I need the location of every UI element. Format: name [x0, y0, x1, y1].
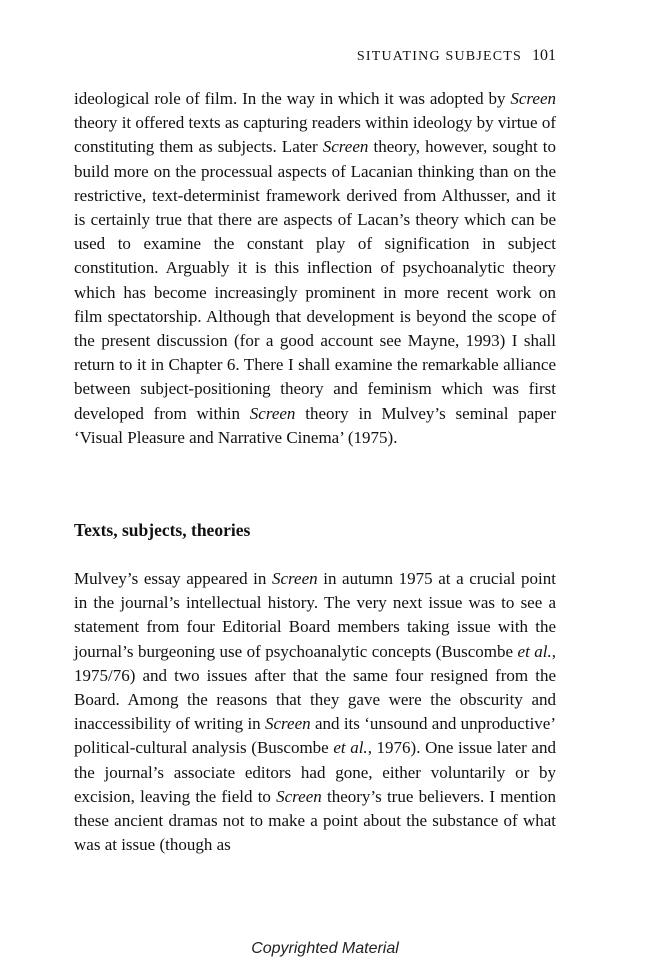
italic-title: Screen	[272, 569, 318, 588]
body-text-section	[74, 567, 556, 857]
paragraph	[74, 567, 556, 857]
section-heading: Texts, subjects, theories	[74, 520, 251, 540]
text-run: theory, however, sought to build more on the processual aspects of Lacanian thinking than on the restrictive, text-determinist framework derived from Althusser, and it is certainly true that there are aspects of Lacan’s theory which can be used to examine the constant play of signification in subject constitution. Arguably it is this inflection of psychoanalytic theory which has become increasingly prominent in more recent work on film spectatorship. Although that development is beyond the scope of the present discussion (for a good account see Mayne, 1993) I shall return to it in Chapter 6. There I shall examine the remarkable alliance between subject-positioning theory and feminism which was first developed from within	[74, 137, 556, 423]
italic-title: Screen	[249, 403, 296, 423]
italic-citation: et al.	[517, 641, 552, 661]
text-run: , 1975/76) and two issues after that the same four resigned from the Board. Among the reasons that they gave were the obscurity and inaccessibility of writing in	[74, 641, 556, 734]
running-head	[357, 47, 556, 65]
body-text-continued	[74, 87, 556, 450]
italic-title: Screen	[276, 786, 322, 806]
text-run: theory’s true believers. I mention these ancient dramas not to make a point about the substance of what was at issue (though as	[74, 786, 556, 855]
text-run: , 1976). One issue later and the journal’s associate editors had gone, either voluntarily or by excision, leaving the field to	[74, 738, 556, 806]
text-run: Mulvey’s essay appeared in	[74, 569, 272, 588]
text-run: theory in Mulvey’s seminal paper ‘Visual Pleasure and Narrative Cinema’ (1975).	[74, 403, 556, 447]
italic-title: Screen	[510, 89, 556, 108]
page-number: 101	[532, 47, 556, 64]
copyright-watermark: Copyrighted Material	[251, 940, 399, 957]
italic-title: Screen	[322, 137, 369, 157]
running-title: SITUATING SUBJECTS	[356, 49, 522, 64]
text-run: in autumn 1975 at a crucial point in the journal’s intellectual history. The very next issue was to see a statement from four Editorial Board members taking issue with the journal’s burgeoning use of psychoanalytic concepts (Buscombe	[74, 569, 556, 661]
text-run: theory it offered texts as capturing readers within ideology by virtue of constituting them as subjects. Later	[74, 113, 556, 157]
italic-citation: et al.	[333, 738, 368, 758]
paragraph	[74, 87, 556, 450]
text-run: and its ‘unsound and unproductive’ political-cultural analysis (Buscombe	[74, 714, 557, 758]
italic-title: Screen	[265, 714, 311, 734]
text-run: ideological role of film. In the way in which it was adopted by	[74, 89, 511, 108]
